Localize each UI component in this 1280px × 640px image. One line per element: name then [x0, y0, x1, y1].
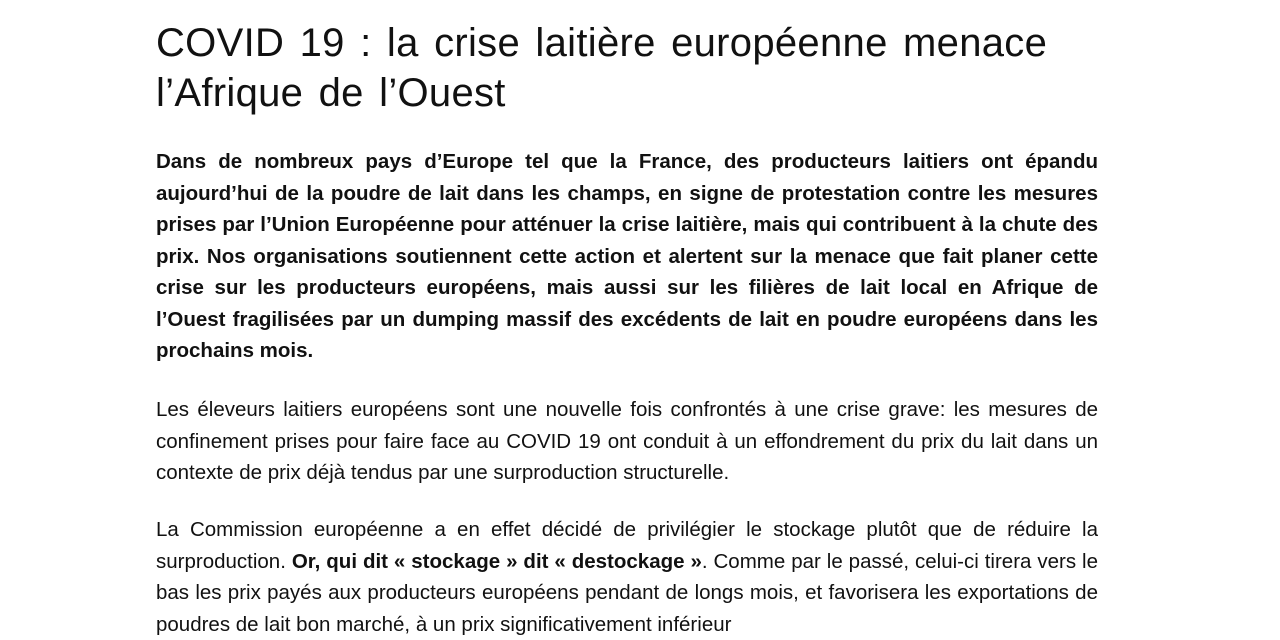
- body-paragraph-2-part-2: . Comme par le passé, celui-ci tirera vers le bas les prix payés aux producteurs européens pendant de longs mois, et favorisera les exportations de poudres de lait bon marché, à un prix significativement inférieur: [156, 549, 1098, 636]
- body-paragraph-2-emphasis: Or, qui dit « stockage » dit « destockage »: [291, 549, 702, 573]
- body-paragraph-2-part-1: La Commission européenne a en effet décidé de privilégier le stockage plutôt que de réduire la surproduction.: [156, 518, 1098, 573]
- body-paragraph-2: [156, 514, 1098, 640]
- lead-paragraph: Dans de nombreux pays d’Europe tel que la France, des producteurs laitiers ont épandu aujourd’hui de la poudre de lait dans les champs, en signe de protestation contre les mesures prises par l’Union Européenne pour atténuer la crise laitière, mais qui contribuent à la chute des prix. Nos organisations soutiennent cette action et alertent sur la menace que fait planer cette crise sur les producteurs européens, mais aussi sur les filières de lait local en Afrique de l’Ouest fragilisées par un dumping massif des excédents de lait en poudre européens dans les prochains mois.: [156, 150, 1098, 362]
- body-paragraph-1: Les éleveurs laitiers européens sont une nouvelle fois confrontés à une crise grave: les mesures de confinement prises pour faire face au COVID 19 ont conduit à un effondrement du prix du lait dans un contexte de prix déjà tendus par une surproduction structurelle.: [156, 398, 1098, 484]
- document-title: COVID 19 : la crise laitière européenne menace l’Afrique de l’Ouest: [156, 21, 1048, 115]
